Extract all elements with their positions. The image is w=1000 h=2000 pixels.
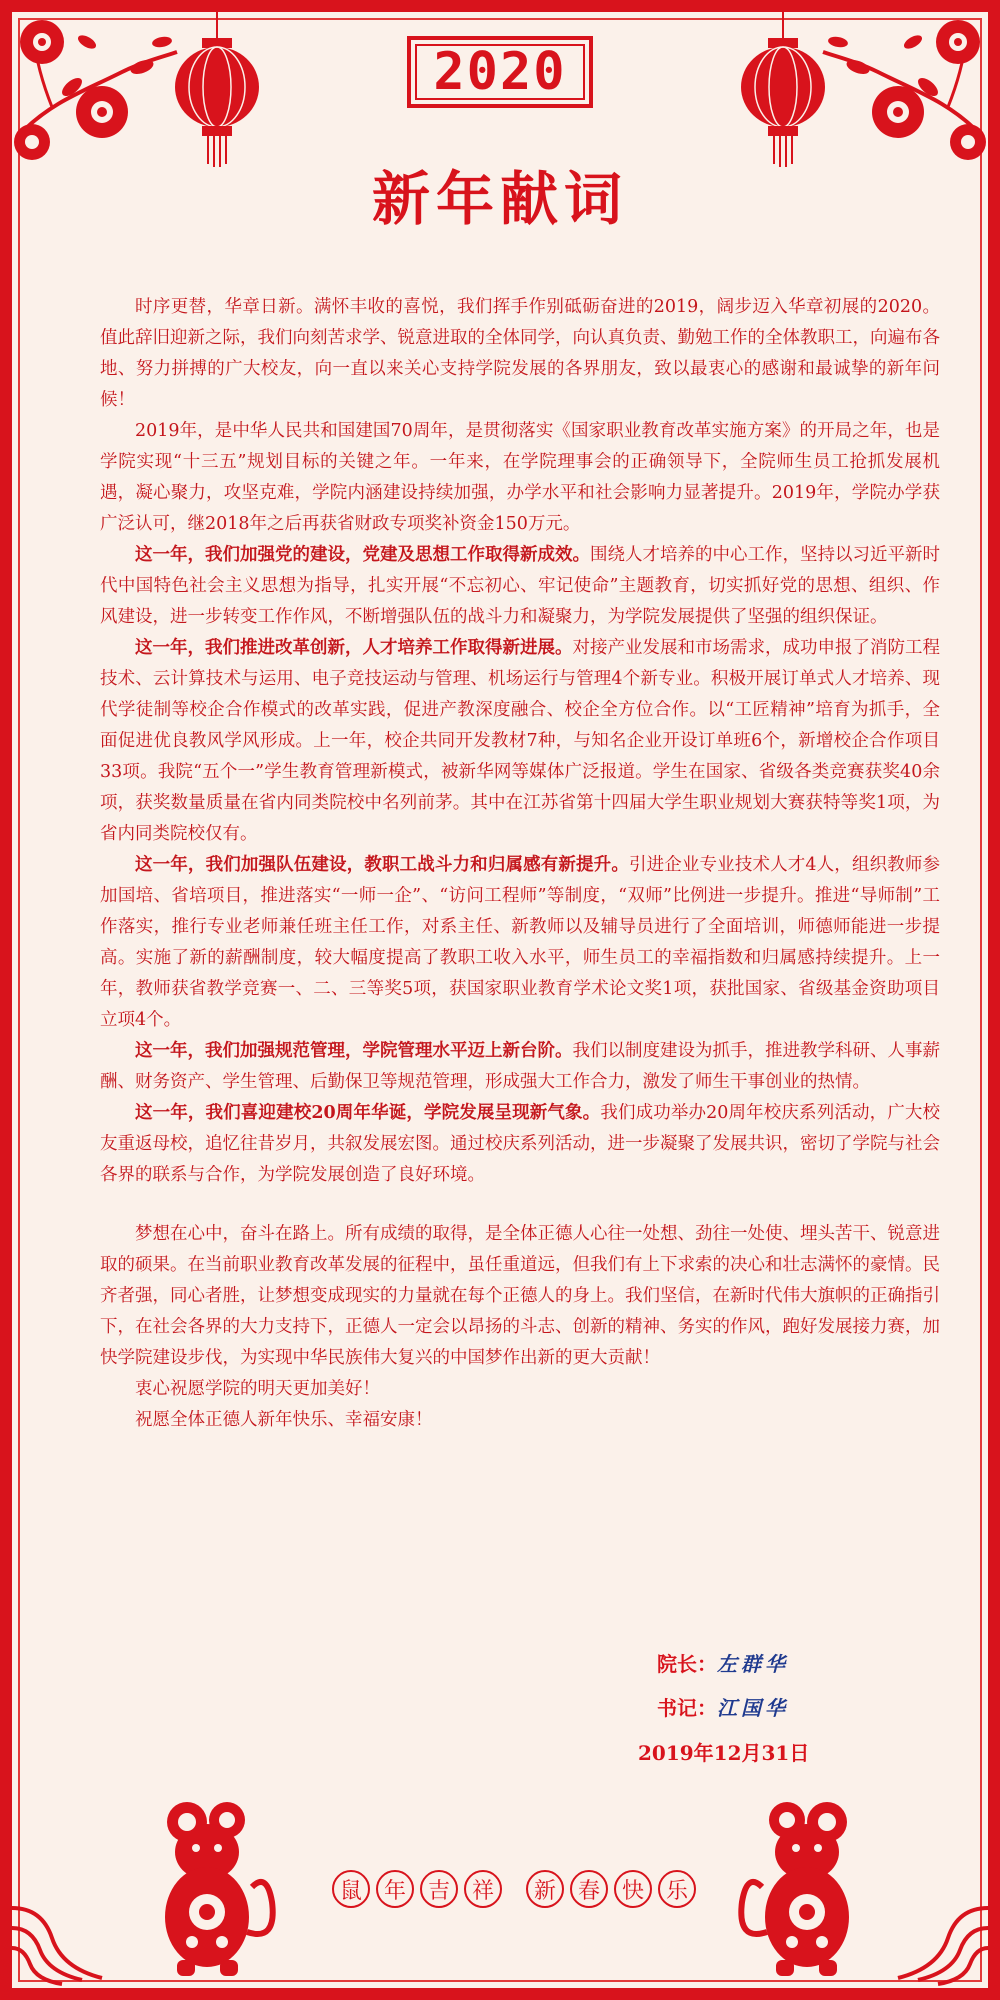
paragraph-lead: 这一年，我们喜迎建校20周年华诞，学院发展呈现新气象。 — [135, 1103, 601, 1123]
paragraph: 梦想在心中，奋斗在路上。所有成绩的取得，是全体正德人心往一处想、劲往一处使、埋头苦干、锐意进取的硕果。在当前职业教育改革发展的征程中，虽任重道远，但我们有上下求索的决心和壮志满怀的豪情。民齐者强，同心者胜，让梦想变成现实的力量就在每个正德人的身上。我们坚信，在新时代伟大旗帜的正确指引下，在社会各界的大力支持下，正德人一定会以昂扬的斗志、创新的精神、务实的作风，跑好发展接力赛，加快学院建设步伐，为实现中华民族伟大复兴的中国梦作出新的更大贡献！ — [100, 1224, 940, 1368]
letter-body — [100, 292, 940, 1436]
rat-icon — [732, 1792, 882, 1982]
blessing-char: 快 — [614, 1870, 652, 1908]
paragraph-lead: 这一年，我们加强规范管理，学院管理水平迈上新台阶。 — [135, 1041, 573, 1061]
paragraph — [100, 633, 940, 850]
year-text: 2020 — [433, 42, 567, 102]
lantern-icon — [172, 12, 262, 172]
wave-corner-icon — [888, 1868, 988, 1988]
paragraph-text: 我们成功举办20周年校庆系列活动，广大校友重返母校，追忆往昔岁月，共叙发展宏图。通过校庆系列活动，进一步凝聚了发展共识，密切了学院与社会各界的联系与合作，为学院发展创造了良好环境。 — [100, 1103, 940, 1185]
signature-date: 2019年12月31日 — [638, 1741, 810, 1765]
secretary-label: 书记： — [657, 1696, 717, 1720]
paragraph-text: 围绕人才培养的中心工作，坚持以习近平新时代中国特色社会主义思想为指导，扎实开展“不忘初心、牢记使命”主题教育，切实抓好党的思想、组织、作风建设，进一步转变工作作风，不断增强队伍的战斗力和凝聚力，为学院发展提供了坚强的组织保证。 — [100, 545, 940, 627]
blessing-char: 新 — [526, 1870, 564, 1908]
flower-corner-icon — [818, 12, 988, 162]
dean-name: 左群华 — [717, 1652, 789, 1676]
closing-wish: 衷心祝愿学院的明天更加美好！ — [135, 1379, 380, 1399]
paragraph-text: 引进企业专业技术人才4人，组织教师参加国培、省培项目，推进落实“一师一企”、“访问工程师”等制度，“双师”比例进一步提升。推进“导师制”工作落实，推行专业老师兼任班主任工作，对系主任、新教师以及辅导员进行了全面培训，师德师能进一步提高。实施了新的薪酬制度，较大幅度提高了教职工收入水平，师生员工的幸福指数和归属感持续提升。上一年，教师获省教学竞赛一、二、三等奖5项，获国家职业教育学术论文奖1项，获批国家、省级基金资助项目立项4个。 — [100, 855, 941, 1030]
paragraph — [100, 1098, 940, 1191]
dean-signature — [657, 1648, 789, 1677]
paper-background — [12, 12, 988, 1988]
flower-corner-icon — [12, 12, 182, 162]
blessing-char: 年 — [376, 1870, 414, 1908]
paragraph-lead: 这一年，我们加强党的建设，党建及思想工作取得新成效。 — [135, 545, 590, 565]
blessing-char: 祥 — [464, 1870, 502, 1908]
paragraph-lead: 这一年，我们推进改革创新，人才培养工作取得新进展。 — [135, 638, 573, 658]
paragraph: 时序更替，华章日新。满怀丰收的喜悦，我们挥手作别砥砺奋进的2019，阔步迈入华章初展的2020。值此辞旧迎新之际，我们向刻苦求学、锐意进取的全体同学，向认真负责、勤勉工作的全体教职工，向遍布各地、努力拼搏的广大校友，向一直以来关心支持学院发展的各界朋友，致以最衷心的感谢和最诚挚的新年问候！ — [100, 297, 940, 410]
blessing-group-left — [332, 1870, 502, 1908]
closing-wish: 祝愿全体正德人新年快乐、幸福安康！ — [135, 1410, 433, 1430]
page-title: 新年献词 — [371, 165, 628, 233]
paragraph — [100, 1036, 940, 1098]
paragraph-text: 对接产业发展和市场需求，成功申报了消防工程技术、云计算技术与运用、电子竞技运动与管理、机场运行与管理4个新专业。积极开展订单式人才培养、现代学徒制等校企合作模式的改革实践，促进产教深度融合、校企全方位合作。以“工匠精神”培育为抓手，全面促进优良教风学风形成。上一年，校企共同开发教材7种，与知名企业开设订单班6个，新增校企合作项目33项。我院“五个一”学生教育管理新模式，被新华网等媒体广泛报道。学生在国家、省级各类竞赛获奖40余项，获奖数量质量在省内同类院校中名列前茅。其中在江苏省第十四届大学生职业规划大赛获特等奖1项，为省内同类院校仅有。 — [100, 638, 940, 844]
blessing-char: 鼠 — [332, 1870, 370, 1908]
paragraph: 2019年，是中华人民共和国建国70周年，是贯彻落实《国家职业教育改革实施方案》的开局之年，也是学院实现“十三五”规划目标的关键之年。一年来，在学院理事会的正确领导下，全院师生员工抢抓发展机遇，凝心聚力，攻坚克难，学院内涵建设持续加强，办学水平和社会影响力显著提升。2019年，学院办学获广泛认可，继2018年之后再获省财政专项奖补资金150万元。 — [100, 421, 940, 534]
blessing-group-right — [526, 1870, 696, 1908]
blessing-char: 乐 — [658, 1870, 696, 1908]
paragraph-gap — [100, 1191, 940, 1219]
year-badge — [407, 36, 593, 108]
wave-corner-icon — [12, 1868, 112, 1988]
paragraph — [100, 850, 940, 1036]
secretary-name: 江国华 — [717, 1696, 789, 1720]
lantern-icon — [738, 12, 828, 172]
dean-label: 院长： — [657, 1652, 717, 1676]
blessing-char: 吉 — [420, 1870, 458, 1908]
paragraph — [100, 540, 940, 633]
blessing-char: 春 — [570, 1870, 608, 1908]
secretary-signature — [657, 1692, 789, 1721]
rat-icon — [132, 1792, 282, 1982]
paragraph-lead: 这一年，我们加强队伍建设，教职工战斗力和归属感有新提升。 — [135, 855, 629, 875]
paragraph-text: 我们以制度建设为抓手，推进教学科研、人事薪酬、财务资产、学生管理、后勤保卫等规范管理，形成强大工作合力，激发了师生干事创业的热情。 — [100, 1041, 940, 1092]
